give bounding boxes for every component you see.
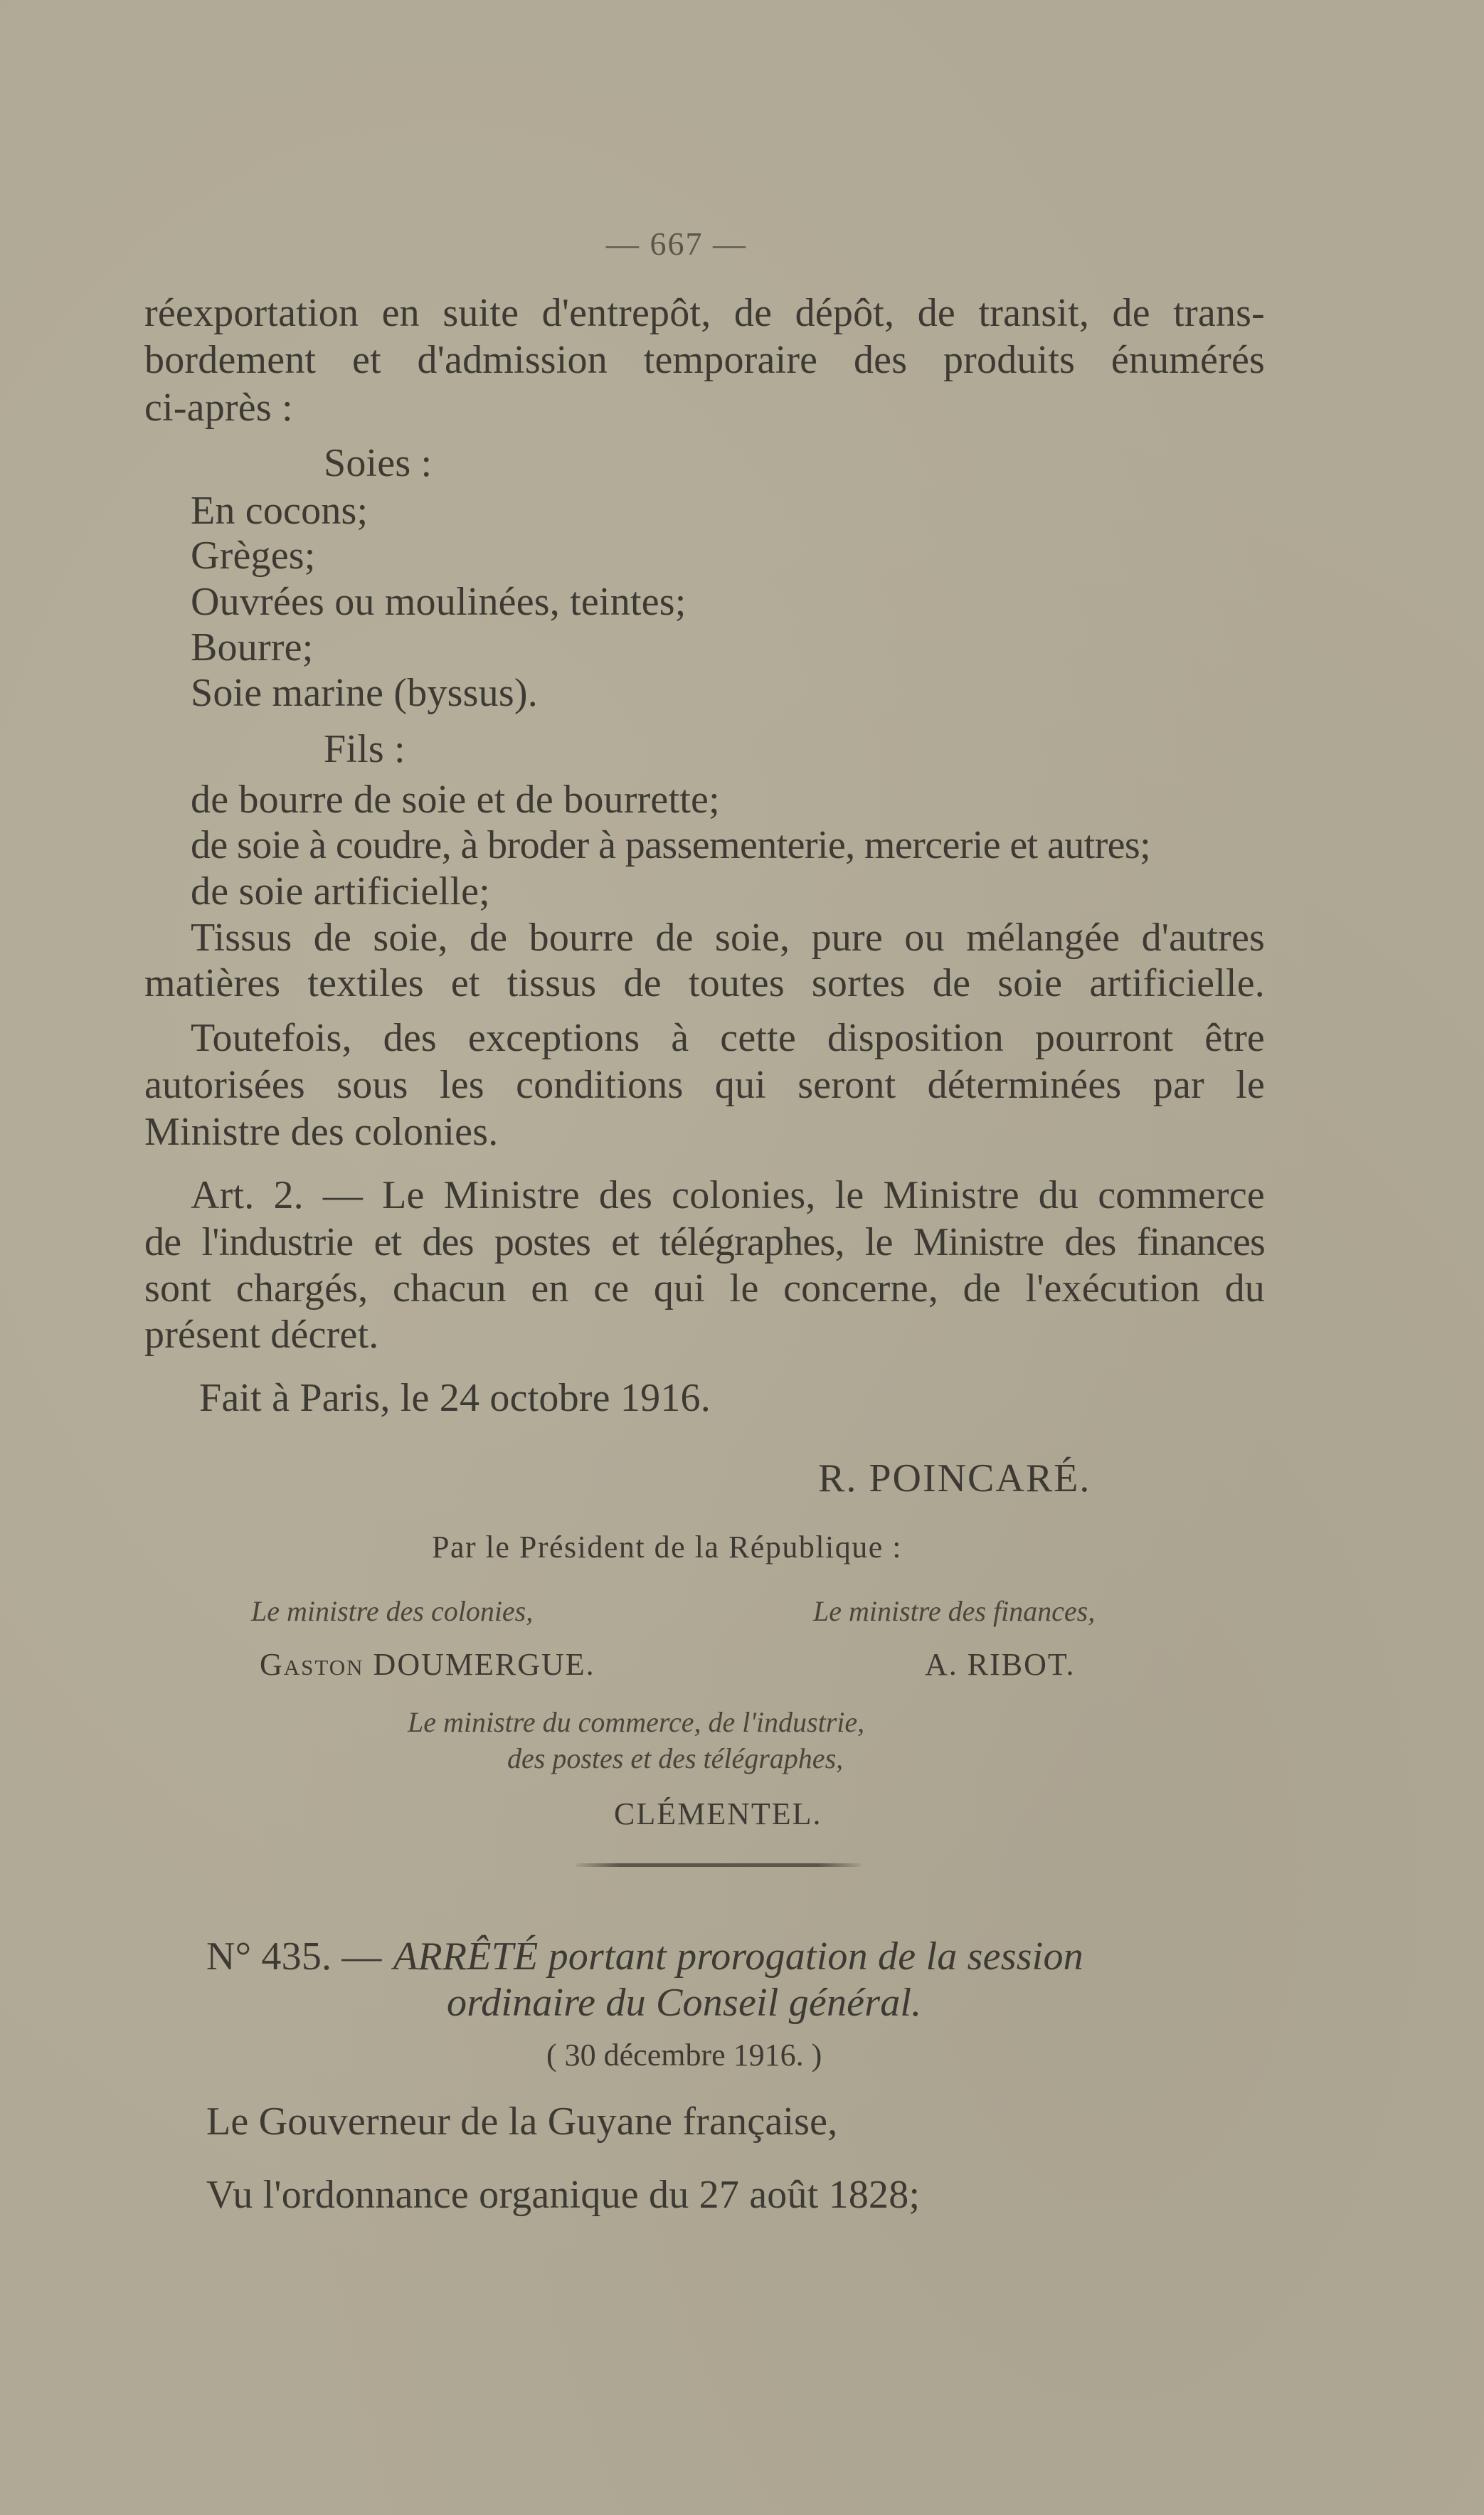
minister-commerce-title-1: Le ministre du commerce, de l'industrie, xyxy=(408,1706,865,1738)
soies-heading: Soies : xyxy=(324,441,433,485)
soies-item: Soie marine (byssus). xyxy=(191,671,538,715)
article2-line-2-text: de l'industrie et des postes et télégraphes, le Ministre des finances xyxy=(144,1220,1265,1264)
tissus-line-1 xyxy=(191,918,1265,958)
fils-item: de soie à coudre, à broder à passementerie, mercerie et autres; xyxy=(191,823,1151,867)
article2-line-4: présent décret. xyxy=(144,1313,379,1357)
article2-line-1-text: Art. 2. — Le Ministre des colonies, le Ministre du commerce xyxy=(191,1173,1265,1217)
toutefois-line-2 xyxy=(144,1065,1265,1105)
arrete-date: ( 30 décembre 1916. ) xyxy=(546,2038,822,2072)
par-le-president: Par le Président de la République : xyxy=(432,1530,903,1564)
article2-line-3-text: sont chargés, chacun en ce qui le concerne, de l'exécution du xyxy=(144,1266,1265,1311)
minister-colonies-name: Gaston DOUMERGUE. xyxy=(260,1647,595,1682)
soies-item: Bourre; xyxy=(191,625,314,669)
soies-item: Grèges; xyxy=(191,534,316,578)
fils-heading: Fils : xyxy=(324,727,406,771)
tissus-line-1-text: Tissus de soie, de bourre de soie, pure ou mélangée d'autres xyxy=(191,916,1265,960)
president-signature: R. POINCARÉ. xyxy=(818,1456,1091,1500)
article2-line-1 xyxy=(191,1175,1265,1215)
toutefois-line-2-text: autorisées sous les conditions qui seront déterminées par le xyxy=(144,1063,1265,1107)
intro-line-3: ci-après : xyxy=(144,386,293,430)
vu-line: Vu l'ordonnance organique du 27 août 1828; xyxy=(206,2173,921,2217)
toutefois-line-1-text: Toutefois, des exceptions à cette disposition pourront être xyxy=(191,1016,1265,1060)
soies-item: En cocons; xyxy=(191,489,369,533)
arrete-number: N° 435. — xyxy=(206,1934,382,1979)
section-divider xyxy=(576,1863,861,1867)
intro-line-2-text: bordement et d'admission temporaire des produits énumérés xyxy=(144,338,1265,382)
tissus-line-2 xyxy=(144,963,1265,1003)
intro-line-1-text: réexportation en suite d'entrepôt, de dépôt, de transit, de trans- xyxy=(144,291,1265,335)
article2-line-2 xyxy=(144,1222,1265,1262)
soies-item: Ouvrées ou moulinées, teintes; xyxy=(191,580,687,624)
intro-line-1 xyxy=(144,293,1265,333)
arrete-title-line-1: ARRÊTÉ portant prorogation de la session xyxy=(393,1934,1083,1979)
toutefois-line-1 xyxy=(191,1018,1265,1058)
page-number: — 667 — xyxy=(606,226,747,262)
article2-line-3 xyxy=(144,1266,1265,1311)
minister-commerce-name: CLÉMENTEL. xyxy=(614,1796,822,1831)
minister-colonies-title: Le ministre des colonies, xyxy=(251,1595,534,1627)
intro-line-2 xyxy=(144,340,1265,380)
tissus-line-2-text: matières textiles et tissus de toutes sortes de soie artificielle. xyxy=(144,961,1265,1005)
toutefois-line-3: Ministre des colonies. xyxy=(144,1110,499,1154)
arrete-title-line-2: ordinaire du Conseil général. xyxy=(447,1981,922,2025)
minister-commerce-title-2: des postes et des télégraphes, xyxy=(507,1742,844,1774)
gouverneur-line: Le Gouverneur de la Guyane française, xyxy=(206,2100,838,2144)
fils-item: de bourre de soie et de bourrette; xyxy=(191,778,720,822)
minister-finances-name: A. RIBOT. xyxy=(925,1647,1076,1682)
fils-item: de soie artificielle; xyxy=(191,869,490,914)
fait-line: Fait à Paris, le 24 octobre 1916. xyxy=(199,1376,711,1420)
minister-finances-title: Le ministre des finances, xyxy=(813,1595,1096,1627)
